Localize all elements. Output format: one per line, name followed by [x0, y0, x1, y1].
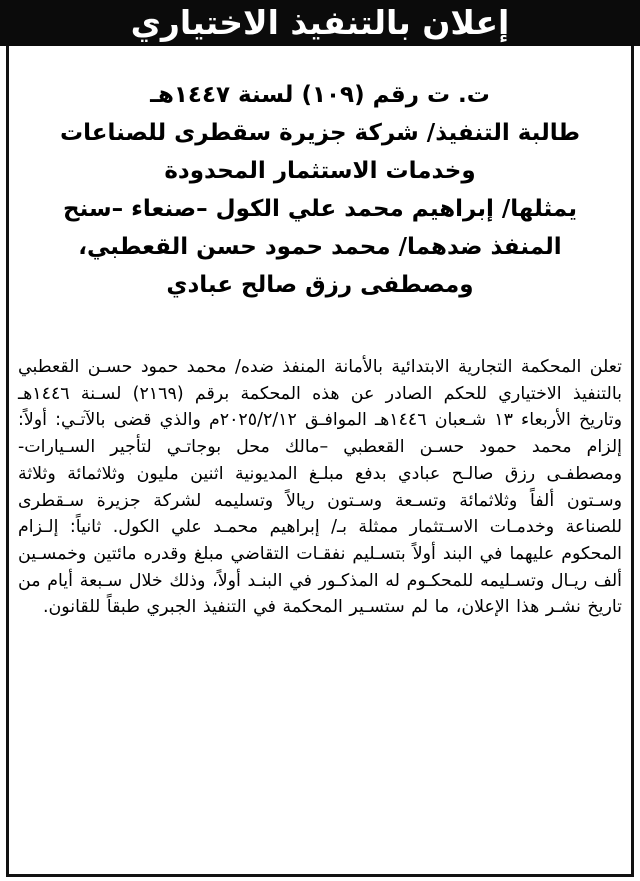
respondents-line: المنفذ ضدهما/ محمد حمود حسن القعطبي، [78, 234, 562, 260]
header-banner [0, 0, 640, 46]
notice-title: إعلان بالتنفيذ الاختياري [130, 3, 510, 42]
notice-body [18, 354, 622, 621]
notice-body-paragraph: تعلن المحكمة التجارية الابتدائية بالأمانة المنفذ ضده/ محمد حمود حسـن القعطبي بالتنفيذ الاختياري للحكم الصادر عن هذه المحكمة برقم (٢١٦٩) لسـنة ١٤٤٦هـ وتاريخ الأربعاء ١٣ شـعبان ١٤٤٦هـ الموافـق ٢٠٢٥/٢/١٢م والذي قضى بالآتـي: أولاً: إلزام محمد حمود حسـن القعطبي –مالك محل بوجاتـي لتأجير السـيارات- ومصطفـى رزق صالـح عبادي بدفع مبلـغ المديونية اثنين مليون وثلاثمائة وثلاثة وسـتون ألفاً وثلاثمائة وتسـعة وسـتون ريالاً وتسليمه لشركة جزيرة سـقطرى للصناعة وخدمـات الاسـتثمار ممثلة بـ/ إبراهيم محمـد علي الكول. ثانياً: إلـزام المحكوم عليهما في البند أولاً بتسـليم نفقـات التقاضي مبلغ وقدره مائتين وخمسـين ألف ريـال وتسـليمه للمحكـوم له المذكـور في البنـد أولاً، وذلك خلال سـبعة أيام من تاريخ نشـر هذا الإعلان، ما لم ستسـير المحكمة في التنفيذ الجبري طبقاً للقانون. [18, 357, 623, 618]
respondents-line-continued: ومصطفى رزق صالح عبادي [166, 272, 474, 298]
case-info-block [14, 76, 626, 304]
case-number: ت. ت رقم (١٠٩) لسنة ١٤٤٧هـ [150, 82, 490, 108]
applicant-line: طالبة التنفيذ/ شركة جزيرة سقطرى للصناعات [59, 120, 581, 146]
representative-line: يمثلها/ إبراهيم محمد علي الكول –صنعاء –سنح [63, 196, 577, 222]
applicant-line-continued: وخدمات الاستثمار المحدودة [164, 158, 476, 184]
